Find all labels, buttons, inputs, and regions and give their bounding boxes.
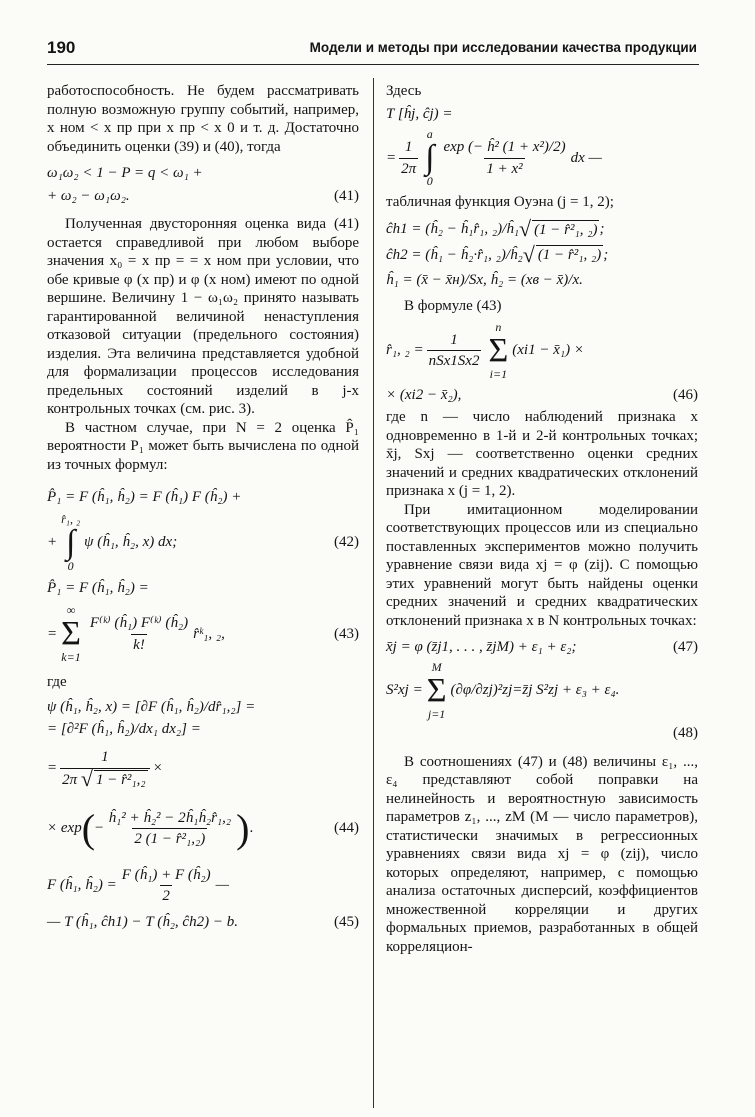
paragraph-intro: работоспособность. Не будем рассматривать полную возможную группу событий, например, x ном < x пр при x пр < x 0 и т. д. Достаточно объединить оценки (39) и (40), тогда [47, 83, 359, 155]
equation-43-fraction [88, 614, 190, 654]
equation-44-line-a: ψ (ĥ₁, ĥ₂, x) = [∂F (ĥ₁, ĥ₂)/dr̂₁,₂] = [47, 698, 256, 715]
equation-ch1-text: ĉh1 = (ĥ₂ − ĥ₁r̂₁, ₂)/ĥ₁ [386, 221, 519, 237]
equation-number-47: (47) [673, 639, 698, 655]
owen-equation-line-a: T [ĥj, ĉj) = [386, 105, 453, 122]
page-header [47, 38, 697, 60]
integral-upper-limit: a [426, 127, 433, 141]
fraction-denominator: 1 + x² [484, 158, 524, 179]
sum-upper-limit: n [495, 319, 502, 334]
equation-41-line-b [47, 187, 359, 206]
left-column [47, 82, 359, 935]
equation-45-lead: F (ĥ₁, ĥ₂) = [47, 877, 117, 894]
exp-label: × exp [47, 820, 82, 837]
sum-upper-limit: ∞ [66, 603, 76, 617]
fraction-numerator: 1 [101, 749, 109, 765]
fraction-denominator: 2π [399, 158, 418, 179]
equation-ch2-text: ĉh2 = (ĥ₁ − ĥ₂·r̂₁, ₂)/ĥ₂ [386, 246, 523, 263]
owen-equation-line-b [386, 127, 698, 189]
owen-integrand [441, 138, 567, 178]
equation-46-tail: (xi1 − x̄₁) × [512, 342, 584, 359]
fraction-numerator: F (ĥ₁) + F (ĥ₂) [121, 866, 211, 883]
sum-lower-limit: j=1 [427, 706, 446, 721]
equation-48 [386, 661, 698, 721]
sum-sign: ∞ Σ k=1 [61, 603, 81, 664]
fraction-numerator: F⁽ᵏ⁾ (ĥ₁) F⁽ᵏ⁾ (ĥ₂) [89, 615, 189, 631]
equation-42-integrand: ψ (ĥ₁, ĥ₂, x) dx; [84, 534, 178, 551]
equation-number-42: (42) [334, 533, 359, 550]
equation-44-line-b: = [∂²F (ĥ₁, ĥ₂)/dx₁ dx₂] = [47, 721, 201, 737]
equation-42-line-b [47, 511, 359, 575]
fraction-numerator: 1 [404, 139, 413, 155]
equation-number-43: (43) [334, 626, 359, 642]
equation-46-fraction [427, 331, 482, 371]
sum-lower-limit: i=1 [489, 366, 508, 381]
page-number: 190 [47, 38, 76, 57]
equation-42-line-a: P̂₁ = F (ĥ₁, ĥ₂) = F (ĥ₁) F (ĥ₂) + [47, 489, 242, 505]
equation-46-text: × (xi2 − x̄₂), [386, 386, 462, 403]
exponent-fraction [106, 809, 233, 849]
integral-lower-limit: 0 [67, 558, 74, 573]
equation-41-line-a: ω₁ω₂ < 1 − P = q < ω₁ + [47, 165, 203, 181]
radicand: (1 − r̂²₁, ₂) [537, 247, 602, 263]
equation-42-plus: + [47, 534, 58, 551]
paragraph-bilateral-estimate: Полученная двусторонняя оценка вида (41) остается справедливой при любом выборе значения x₀ = x пр = = x ном при условии, что обе кривые φ (x пр) и φ (x ном) имеют по одной вершине. Величину 1 − ω₁ω₂ принято называть гарантированной величиной ненаступления отказовой ситуации (предельного состояния) изделия. Эта величина представляется удобной для формализации процессов исследования предельных состояний изделий в j-х контрольных точках (см. рис. 3). [47, 216, 359, 417]
fraction-denominator: k! [131, 634, 147, 655]
sum-lower-limit: k=1 [61, 650, 81, 664]
sum-sign: n Σ i=1 [488, 319, 509, 381]
owen-function-text: табличная функция Оуэна (j = 1, 2); [386, 194, 614, 210]
fraction-denominator: nSx1Sx2 [427, 350, 482, 371]
equation-ch1: ĉh1 = (ĥ₂ − ĥ₁r̂₁, ₂)/ĥ₁ √ (1 − r̂²₁, ₂) ; [386, 216, 605, 241]
sqrt-sign: √ [522, 241, 535, 267]
equation-46-lead: r̂₁, ₂ = [386, 342, 424, 359]
fraction-numerator: ĥ₁² + ĥ₂² − 2ĥ₁ĥ₂r̂₁,₂ [108, 809, 232, 826]
equation-number-45: (45) [334, 913, 359, 930]
equation-48-number-row [386, 725, 698, 743]
equation-48-lead: S²xj = [386, 682, 423, 699]
equation-46-line-a [386, 320, 698, 382]
paragraph-special-case: В частном случае, при N = 2 оценка P̂₁ вероятности P₁ может быть вычислена по одной из точных формул: [47, 419, 359, 473]
sum-upper-limit: M [431, 659, 442, 674]
equation-number-44: (44) [334, 819, 359, 836]
times-sign: × [152, 760, 163, 777]
integral-sign: a ∫ 0 [425, 127, 435, 188]
owen-prefactor [399, 138, 418, 178]
integral-sign: r̂₁, ₂ ∫ 0 [61, 511, 81, 573]
integral-lower-limit: 0 [426, 174, 433, 188]
equation-48-tail: (∂φ/∂zj)²zj=z̄j S²zj + ε₃ + ε₄. [450, 682, 620, 699]
paragraph-corrections: В соотношениях (47) и (48) величины ε₁, ..., ε₄ представляют собой поправки на нелинейность и вероятностную зависимость параметров z₁, ..., zM (M — число параметров), статистически значимых в регрессионных уравнениях связи вида xj = φ (zij), число которых определяют, например, с помощью анализа остаточных дисперсий, коэффициентов множественной корреляции и других формальных приемов, разработанных в общей корреляцион- [386, 753, 698, 955]
fraction-denominator: 2π √ 1 − r̂²₁,₂ [60, 768, 149, 790]
paragraph-simulation: При имитационном моделировании соответствующих процессов или из специально поставленных экспериментов можно получить уравнение связи вида xj = φ (zij). С помощью этих уравнений могут быть найдены оценки средних значений и средних квадратических отклонений признака x в N контрольных точках: [386, 501, 698, 629]
column-divider [373, 78, 374, 1108]
equation-46-line-b [386, 386, 698, 405]
equation-43-tail: r̂ᵏ₁, ₂, [193, 625, 225, 642]
equation-47 [386, 638, 698, 657]
equation-h: ĥ₁ = (x̄ − x̄н)/Sx, ĥ₂ = (xв − x̄)/x. [386, 271, 583, 288]
fraction-denominator: 2 (1 − r̂²₁,₂) [132, 828, 207, 849]
equation-number-41: (41) [334, 187, 359, 204]
where-label: где [47, 674, 67, 690]
equation-number-48: (48) [673, 725, 698, 741]
here-label: Здесь [386, 83, 422, 99]
sqrt-sign: √ [518, 216, 532, 241]
equation-45-fraction [120, 866, 213, 906]
equation-43-eq: = [47, 625, 58, 642]
in-formula-43: В формуле (43) [404, 298, 502, 314]
equation-45-line-a [47, 863, 359, 909]
equation-44-line-d: × exp ( − $\frac{\text{ĥ₁² + ĥ₂² − 2ĥ₁ĥ₂r̂₁,₂}}{\text{2 (1 − r̂²₁,₂)}}$ ) . (44) [47, 805, 359, 851]
sqrt-sign: √ [80, 765, 93, 791]
fraction-denominator: 2 [160, 885, 172, 906]
paragraph-observations: где n — число наблюдений признака x одновременно в 1-й и 2-й контрольных точках; x̄j, Sxj — соответственно оценки средних значений и средних квадратических отклонений признака x (j = 1, 2). [386, 409, 698, 499]
fraction-numerator: 1 [450, 331, 458, 348]
header-rule [47, 64, 699, 65]
owen-eq: = [386, 149, 397, 166]
equation-45-text: — T (ĥ₁, ĉh1) − T (ĥ₂, ĉh2) − b. [47, 913, 238, 930]
equation-44-line-c [47, 743, 359, 795]
fraction-numerator: exp (− ĥ² (1 + x²)/2) [443, 139, 566, 155]
equation-43-line-a: P̂₁ = F (ĥ₁, ĥ₂) = [47, 579, 149, 596]
running-title: Модели и методы при исследовании качества продукции [309, 40, 697, 55]
equation-45-tail: — [215, 877, 229, 894]
sum-sign: M Σ j=1 [426, 659, 447, 721]
equation-43-line-b [47, 601, 359, 667]
equation-41-text: + ω₂ − ω₁ω₂. [47, 187, 130, 204]
radicand: (1 − r̂²₁, ₂) [534, 221, 598, 238]
right-column [386, 82, 698, 956]
equation-44-eq: = [47, 760, 58, 777]
integral-upper-limit: r̂₁, ₂ [61, 511, 81, 526]
equation-47-text: x̄j = φ (z̄j1, . . . , z̄jM) + ε₁ + ε₂; [386, 639, 577, 655]
equation-number-46: (46) [673, 386, 698, 403]
equation-ch2: ĉh2 = (ĥ₁ − ĥ₂·r̂₁, ₂)/ĥ₂ √ (1 − r̂²₁, ₂) ; [386, 241, 609, 267]
radicand: 1 − r̂²₁,₂ [95, 771, 146, 788]
owen-tail: dx — [570, 149, 602, 166]
equation-44-fraction [60, 748, 149, 789]
equation-45-line-b [47, 913, 359, 932]
